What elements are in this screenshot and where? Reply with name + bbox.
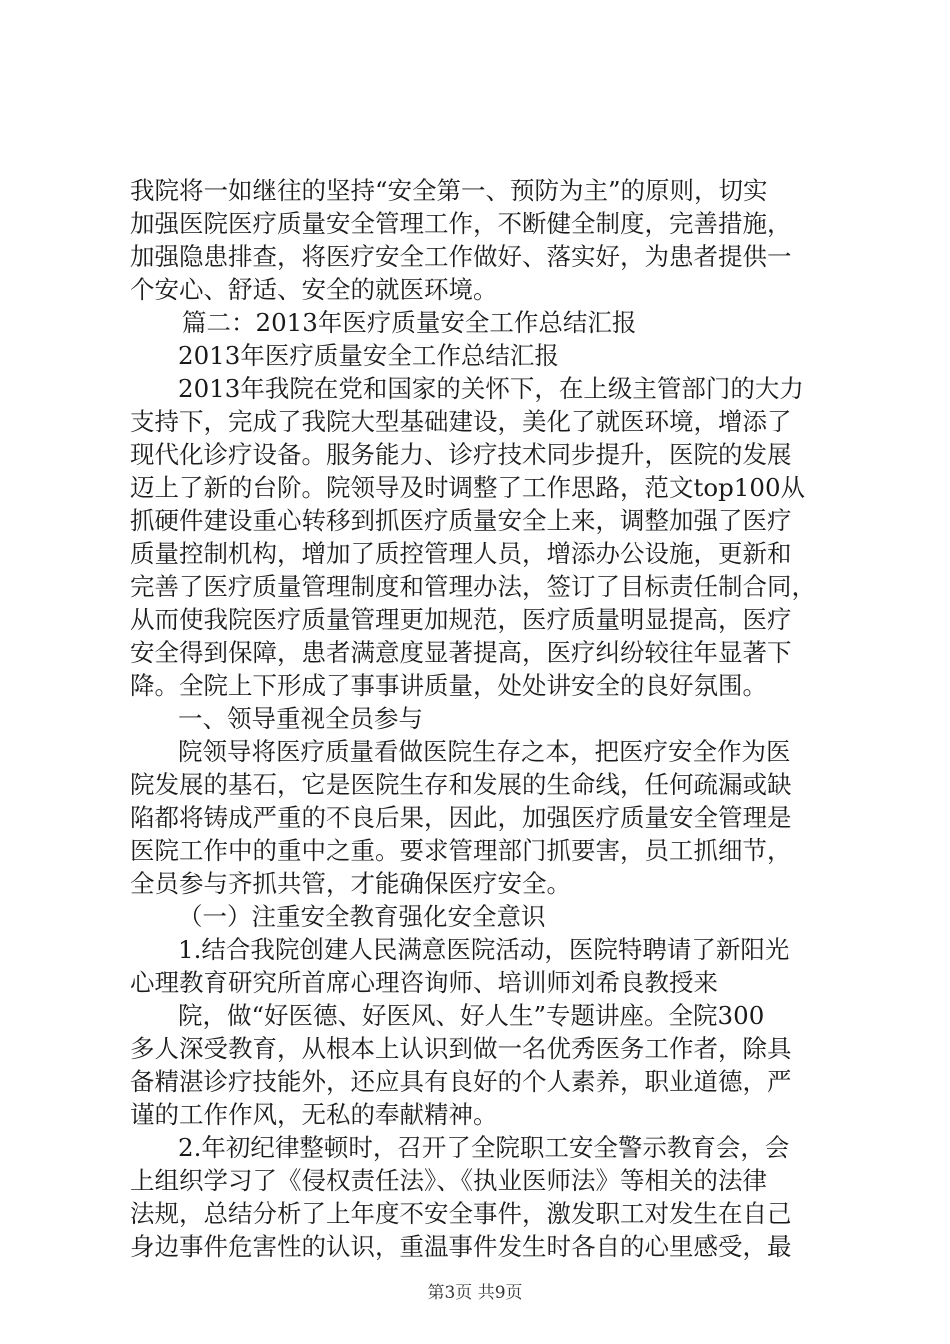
text-line: 抓硬件建设重心转移到抓医疗质量安全上来，调整加强了医疗	[130, 506, 792, 535]
section-heading: 篇二：2013年医疗质量安全工作总结汇报	[182, 308, 637, 337]
text-line: 法规，总结分析了上年度不安全事件，激发职工对发生在自己	[130, 1199, 792, 1228]
text-line: 质量控制机构，增加了质控管理人员，增添办公设施，更新和	[130, 539, 792, 568]
text-line: 身边事件危害性的认识，重温事件发生时各自的心里感受，最	[130, 1232, 792, 1261]
text-line: 医院工作中的重中之重。要求管理部门抓要害，员工抓细节，	[130, 836, 792, 865]
text-line: 现代化诊疗设备。服务能力、诊疗技术同步提升，医院的发展	[130, 440, 792, 469]
text-line: 个安心、舒适、安全的就医环境。	[130, 275, 498, 304]
text-line: 安全得到保障，患者满意度显著提高，医疗纠纷较往年显著下	[130, 638, 792, 667]
text-line: 加强医院医疗质量安全管理工作，不断健全制度，完善措施，	[130, 209, 792, 238]
text-line: 2013年我院在党和国家的关怀下，在上级主管部门的大力	[178, 374, 804, 403]
document-title: 2013年医疗质量安全工作总结汇报	[178, 341, 559, 370]
text-line: 从而使我院医疗质量管理更加规范，医疗质量明显提高，医疗	[130, 605, 792, 634]
text-line: 谨的工作作风，无私的奉献精神。	[130, 1100, 498, 1129]
text-line: 多人深受教育，从根本上认识到做一名优秀医务工作者，除具	[130, 1034, 792, 1063]
text-line: 备精湛诊疗技能外，还应具有良好的个人素养，职业道德，严	[130, 1067, 792, 1096]
text-line: 完善了医疗质量管理制度和管理办法，签订了目标责任制合同，	[130, 572, 816, 601]
text-line: 院领导将医疗质量看做医院生存之本，把医疗安全作为医	[178, 737, 791, 766]
text-line: 心理教育研究所首席心理咨询师、培训师刘希良教授来	[130, 968, 718, 997]
subsection-heading: （一）注重安全教育强化安全意识	[178, 902, 546, 931]
page-number-footer: 第3页 共9页	[427, 1283, 523, 1303]
document-body	[130, 174, 830, 1263]
text-line: 我院将一如继往的坚持“安全第一、预防为主”的原则，切实	[130, 176, 768, 205]
text-line: 1.结合我院创建人民满意医院活动，医院特聘请了新阳光	[178, 935, 790, 964]
text-line: 加强隐患排查，将医疗安全工作做好、落实好，为患者提供一	[130, 242, 792, 271]
text-line: 上组织学习了《侵权责任法》、《执业医师法》等相关的法律	[130, 1166, 767, 1195]
text-line: 院发展的基石，它是医院生存和发展的生命线，任何疏漏或缺	[130, 770, 792, 799]
section-heading: 一、领导重视全员参与	[178, 704, 423, 733]
text-line: 迈上了新的台阶。院领导及时调整了工作思路，范文top100从	[130, 473, 806, 502]
text-line: 2.年初纪律整顿时，召开了全院职工安全警示教育会，会	[178, 1133, 790, 1162]
text-line: 全员参与齐抓共管，才能确保医疗安全。	[130, 869, 571, 898]
text-line: 陷都将铸成严重的不良后果，因此，加强医疗质量安全管理是	[130, 803, 792, 832]
text-line: 降。全院上下形成了事事讲质量，处处讲安全的良好氛围。	[130, 671, 767, 700]
text-line: 支持下，完成了我院大型基础建设，美化了就医环境，增添了	[130, 407, 792, 436]
text-line: 院，做“好医德、好医风、好人生”专题讲座。全院300	[178, 1001, 765, 1030]
